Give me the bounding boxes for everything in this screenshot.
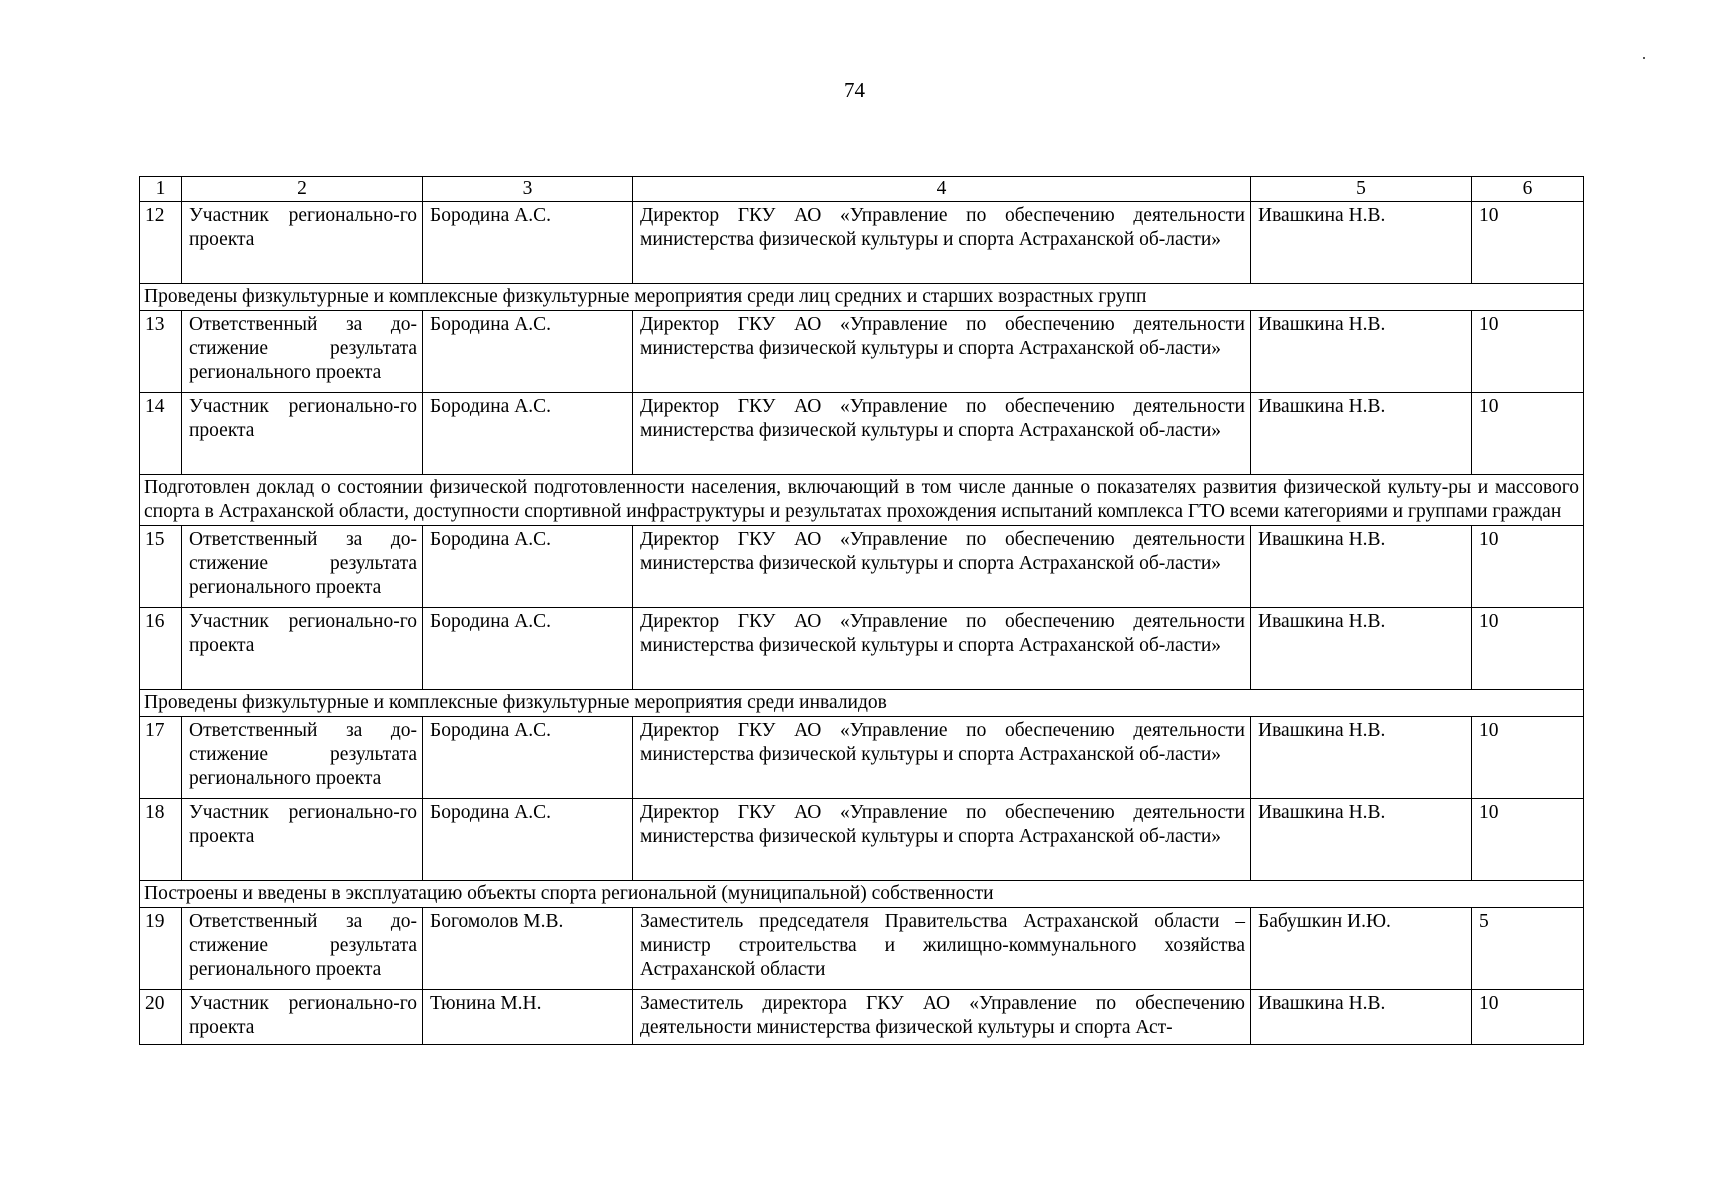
table-row [140,526,1584,608]
value-cell: 10 [1472,393,1584,475]
role-cell: Ответственный за до-стижение результата регионального проекта [182,311,423,393]
row-number: 18 [140,799,182,881]
value-cell: 10 [1472,202,1584,284]
supervisor-cell: Ивашкина Н.В. [1251,990,1472,1045]
column-header: 3 [423,177,633,202]
page-number: 74 [844,78,865,102]
value-cell: 10 [1472,311,1584,393]
role-cell: Ответственный за до-стижение результата регионального проекта [182,908,423,990]
row-number: 20 [140,990,182,1045]
position-cell: Директор ГКУ АО «Управление по обеспечению деятельности министерства физической культуры и спорта Астраханской об-ласти» [633,311,1251,393]
person-cell: Бородина А.С. [423,799,633,881]
table-row [140,393,1584,475]
supervisor-cell: Ивашкина Н.В. [1251,393,1472,475]
table-row [140,717,1584,799]
column-header: 5 [1251,177,1472,202]
role-cell: Участник регионально-го проекта [182,990,423,1045]
position-cell: Директор ГКУ АО «Управление по обеспечению деятельности министерства физической культуры и спорта Астраханской об-ласти» [633,202,1251,284]
responsibility-table [139,176,1584,1045]
supervisor-cell: Ивашкина Н.В. [1251,717,1472,799]
person-cell: Бородина А.С. [423,393,633,475]
position-cell: Директор ГКУ АО «Управление по обеспечению деятельности министерства физической культуры и спорта Астраханской об-ласти» [633,717,1251,799]
column-header: 1 [140,177,182,202]
row-number: 16 [140,608,182,690]
row-number: 12 [140,202,182,284]
position-cell: Заместитель председателя Правительства Астраханской области – министр строительства и жилищно-коммунального хозяйства Астраханской области [633,908,1251,990]
column-number-row [140,177,1584,202]
section-heading: Проведены физкультурные и комплексные физкультурные мероприятия среди инвалидов [140,690,1584,717]
position-cell: Директор ГКУ АО «Управление по обеспечению деятельности министерства физической культуры и спорта Астраханской об-ласти» [633,393,1251,475]
person-cell: Бородина А.С. [423,202,633,284]
role-cell: Ответственный за до-стижение результата регионального проекта [182,717,423,799]
value-cell: 10 [1472,799,1584,881]
column-header: 2 [182,177,423,202]
section-heading-row [140,284,1584,311]
row-number: 13 [140,311,182,393]
supervisor-cell: Бабушкин И.Ю. [1251,908,1472,990]
person-cell: Бородина А.С. [423,311,633,393]
position-cell: Директор ГКУ АО «Управление по обеспечению деятельности министерства физической культуры и спорта Астраханской об-ласти» [633,799,1251,881]
section-heading-row [140,475,1584,526]
section-heading-row [140,690,1584,717]
person-cell: Богомолов М.В. [423,908,633,990]
table-row [140,990,1584,1045]
role-cell: Участник регионально-го проекта [182,799,423,881]
role-cell: Участник регионально-го проекта [182,393,423,475]
row-number: 14 [140,393,182,475]
person-cell: Бородина А.С. [423,526,633,608]
role-cell: Участник регионально-го проекта [182,608,423,690]
value-cell: 10 [1472,608,1584,690]
table-row [140,311,1584,393]
supervisor-cell: Ивашкина Н.В. [1251,799,1472,881]
role-cell: Ответственный за до-стижение результата регионального проекта [182,526,423,608]
section-heading: Построены и введены в эксплуатацию объекты спорта региональной (муниципальной) собственности [140,881,1584,908]
column-header: 6 [1472,177,1584,202]
value-cell: 10 [1472,526,1584,608]
table-row [140,202,1584,284]
supervisor-cell: Ивашкина Н.В. [1251,311,1472,393]
row-number: 15 [140,526,182,608]
person-cell: Бородина А.С. [423,717,633,799]
column-header: 4 [633,177,1251,202]
position-cell: Директор ГКУ АО «Управление по обеспечению деятельности министерства физической культуры и спорта Астраханской об-ласти» [633,526,1251,608]
row-number: 19 [140,908,182,990]
supervisor-cell: Ивашкина Н.В. [1251,608,1472,690]
person-cell: Бородина А.С. [423,608,633,690]
value-cell: 10 [1472,990,1584,1045]
supervisor-cell: Ивашкина Н.В. [1251,526,1472,608]
role-cell: Участник регионально-го проекта [182,202,423,284]
section-heading: Проведены физкультурные и комплексные физкультурные мероприятия среди лиц средних и старших возрастных групп [140,284,1584,311]
person-cell: Тюнина М.Н. [423,990,633,1045]
value-cell: 10 [1472,717,1584,799]
row-number: 17 [140,717,182,799]
table-row [140,608,1584,690]
supervisor-cell: Ивашкина Н.В. [1251,202,1472,284]
position-cell: Заместитель директора ГКУ АО «Управление по обеспечению деятельности министерства физической культуры и спорта Аст- [633,990,1251,1045]
table-row [140,799,1584,881]
section-heading: Подготовлен доклад о состоянии физической подготовленности населения, включающий в том числе данные о показателях развития физической культу-ры и массового спорта в Астраханской области, доступности спортивной инфраструктуры и результатах прохождения испытаний комплекса ГТО всеми категориями и группами граждан [140,475,1584,526]
table-row [140,908,1584,990]
section-heading-row [140,881,1584,908]
scan-speck [1643,57,1645,59]
position-cell: Директор ГКУ АО «Управление по обеспечению деятельности министерства физической культуры и спорта Астраханской об-ласти» [633,608,1251,690]
value-cell: 5 [1472,908,1584,990]
